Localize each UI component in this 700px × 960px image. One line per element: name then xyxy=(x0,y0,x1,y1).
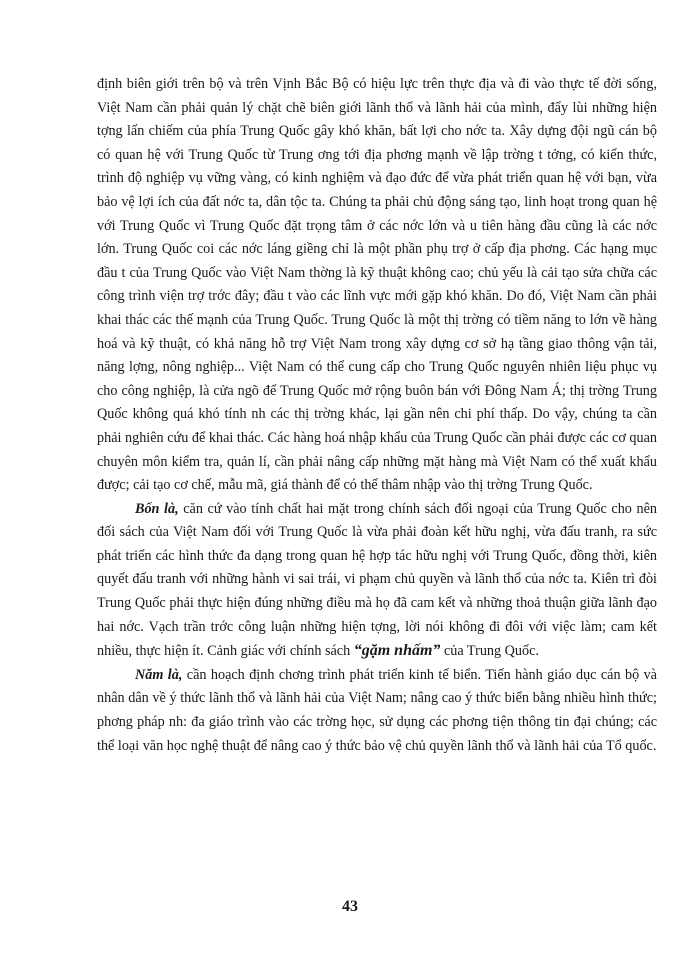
paragraph-lead: Bốn là, xyxy=(135,500,179,517)
paragraph-fifth-point xyxy=(97,664,657,758)
paragraph-text: căn cứ vào tính chất hai mặt trong chính sách đối ngoại của Trung Quốc cho nên đối sách của Việt Nam đối với Trung Quốc là vừa phải đoàn kết hữu nghị, vừa đấu tranh, ra sức phát triển các hình thức đa dạng trong quan hệ hợp tác hữu nghị với Trung Quốc, đồng thời, kiên quyết đấu tranh với những hành vi sai trái, vi phạm chủ quyền và lãnh thổ của nớc ta. Kiên trì đòi Trung Quốc phải thực hiện đúng những điều mà họ đã cam kết và những thoả thuận giữa lãnh đạo hai nớc. Vạch trần trớc công luận những hiện tợng, lời nói không đi đôi với việc làm; cam kết nhiều, thực hiện ít. Cảnh giác với chính sách xyxy=(97,500,657,660)
page-number: 43 xyxy=(342,898,358,915)
paragraph-text: định biên giới trên bộ và trên Vịnh Bắc Bộ có hiệu lực trên thực địa và đi vào thực tế đời sống, Việt Nam cần phải quản lý chặt chẽ biên giới lãnh thổ và lãnh hải của mình, đẩy lùi những hiện tợng lấn chiếm của phía Trung Quốc gây khó khăn, bất lợi cho nớc ta. Xây dựng đội ngũ cán bộ có quan hệ với Trung Quốc từ Trung ơng tới địa phơng mạnh về lập trờng t tởng, có kiến thức, trình độ nghiệp vụ vững vàng, có kinh nghiệm và đạo đức để vừa phát triển quan hệ với bạn, vừa bảo vệ lợi ích của đất nớc ta, dân tộc ta. Chúng ta phải chủ động sáng tạo, linh hoạt trong quan hệ với Trung Quốc vì Trung Quốc đặt trọng tâm ở các nớc lớn và u tiên hàng đầu cũng là các nớc lớn. Trung Quốc coi các nớc láng giềng chỉ là một phần phụ trợ ở cấp địa phơng. Các hạng mục đầu t của Trung Quốc vào Việt Nam thờng là kỹ thuật không cao; chủ yếu là cải tạo sửa chữa các công trình viện trợ trớc đây; đầu t vào các lĩnh vực mới gặp khó khăn. Do đó, Việt Nam cần phải khai thác các thế mạnh của Trung Quốc. Trung Quốc là một thị trờng có tiềm năng to lớn về hàng hoá và kỹ thuật, có khả năng hỗ trợ Việt Nam trong xây dựng cơ sở hạ tầng giao thông vận tải, năng lợng, nông nghiệp... Việt Nam có thể cung cấp cho Trung Quốc nguyên nhiên liệu phục vụ cho công nghiệp, là cửa ngõ để Trung Quốc mở rộng buôn bán với Đông Nam Á; thị trờng Trung Quốc không quá khó tính nh các thị trờng khác, lại gần nên chi phí thấp. Do vậy, chúng ta cần phải nghiên cứu để khai thác. Các hàng hoá nhập khẩu của Trung Quốc cần phải được các cơ quan chuyên môn kiểm tra, quản lí, cần phải nâng cấp những mặt hàng mà Việt Nam có thể xuất khẩu được; cải tạo cơ chế, mẫu mã, giá thành để có thể thâm nhập vào thị trờng Trung Quốc. xyxy=(97,76,657,494)
paragraph-lead: Năm là, xyxy=(135,666,183,683)
quoted-term: “gặm nhấm” xyxy=(353,642,441,660)
paragraph-continuation xyxy=(97,73,657,498)
body-text xyxy=(97,73,657,758)
paragraph-text-tail: của Trung Quốc. xyxy=(440,643,539,660)
paragraph-text: cần hoạch định chơng trình phát triển kinh tế biển. Tiến hành giáo dục cán bộ và nhân dân về ý thức lãnh thổ và lãnh hải của Việt Nam; nâng cao ý thức biển bằng nhiều hình thức; phơng pháp nh: đa giáo trình vào các trờng học, sử dụng các phơng tiện thông tin đại chúng; các thể loại văn học nghệ thuật để nâng cao ý thức bảo vệ chủ quyền lãnh thổ và lãnh hải của Tổ quốc. xyxy=(97,666,657,754)
paragraph-fourth-point xyxy=(97,498,657,664)
